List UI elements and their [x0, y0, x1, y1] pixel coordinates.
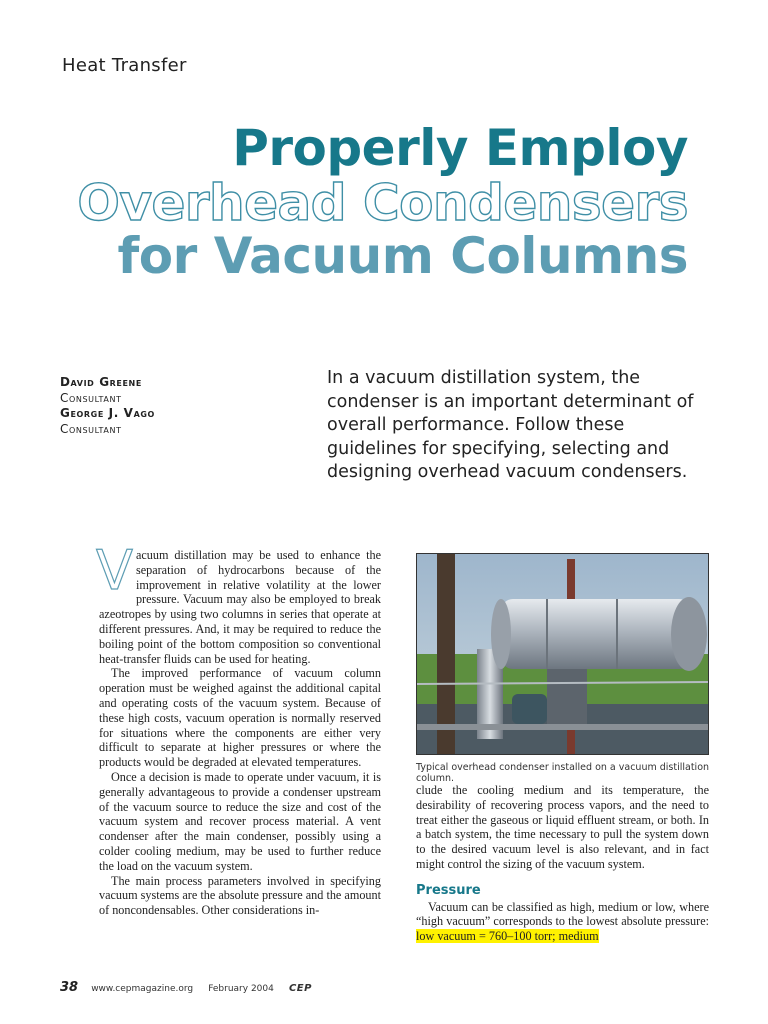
paragraph-text: Vacuum can be classified as high, medium or low, where “high vacuum” corresponds to the lowest absolute pressure: [416, 899, 709, 929]
condenser-photo [416, 553, 709, 755]
magazine-logo: CEP [288, 983, 312, 994]
article-deck: In a vacuum distillation system, the condenser is an important determinant of overall performance. Follow these guidelines for specifying, selecting and designing overhead vacuum condensers. [327, 368, 694, 482]
page-footer [60, 976, 312, 994]
author-role: Consultant [60, 421, 122, 436]
page-number: 38 [60, 980, 79, 995]
body-paragraph: Once a decision is made to operate under vacuum, it is generally advantageous to provide a condenser upstream of the vacuum source to reduce the size and cost of the vacuum system and recover process material. A vent condenser after the main condenser, possibly using a colder cooling medium, may be used to further reduce the load on the vacuum system. [99, 769, 381, 873]
author-name: David Greene [60, 375, 142, 389]
photo-caption: Typical overhead condenser installed on a vacuum distillation column. [416, 762, 710, 784]
title-line-1: Properly Employ [232, 119, 688, 177]
section-label: Heat Transfer [62, 55, 187, 76]
body-paragraph [416, 900, 709, 944]
author-role: Consultant [60, 390, 122, 405]
body-column-2 [416, 783, 709, 944]
body-paragraph: clude the cooling medium and its temperature, the desirability of recovering process vapors, and the need to treat either the gaseous or liquid effluent stream, or both. In a batch system, the time necessary to pull the system down to the desired vacuum level is also relevant, and in fact might control the sizing of the vacuum system. [416, 783, 709, 871]
title-line-3: for Vacuum Columns [117, 227, 688, 285]
author-name: George J. Vago [60, 406, 155, 420]
condenser-illustration [417, 554, 708, 754]
section-heading-pressure: Pressure [416, 882, 481, 898]
highlighted-text: low vacuum = 760–100 torr; medium [416, 929, 599, 944]
body-paragraph: The improved performance of vacuum column operation must be weighed against the additional capital and operating costs of the vacuum system. Because of these high costs, vacuum operation is normally reserved for situations where the components are either very difficult to separate at higher pressures or where the products would be degraded at elevated temperatures. [99, 666, 381, 770]
title-line-2: Overhead Condensers [77, 174, 688, 232]
author-block [60, 375, 155, 437]
issue-date: February 2004 [208, 984, 274, 994]
body-column-1 [96, 539, 381, 918]
body-paragraph [96, 539, 381, 666]
paragraph-text: acuum distillation may be used to enhance the separation of hydrocarbons because of the improvement in relative volatility at the lower pressure. Vacuum may also be employed to break azeotropes by using two columns in series that operate at different pressures. And, it may be required to reduce the boiling point of the bottom composition so conventional heat-transfer fluids can be used for heating. [99, 548, 381, 666]
body-paragraph: The main process parameters involved in specifying vacuum systems are the absolute pressure and the amount of noncondensables. Other considerations in- [99, 873, 381, 918]
drop-cap: V [96, 539, 133, 602]
magazine-url: www.cepmagazine.org [91, 984, 194, 994]
